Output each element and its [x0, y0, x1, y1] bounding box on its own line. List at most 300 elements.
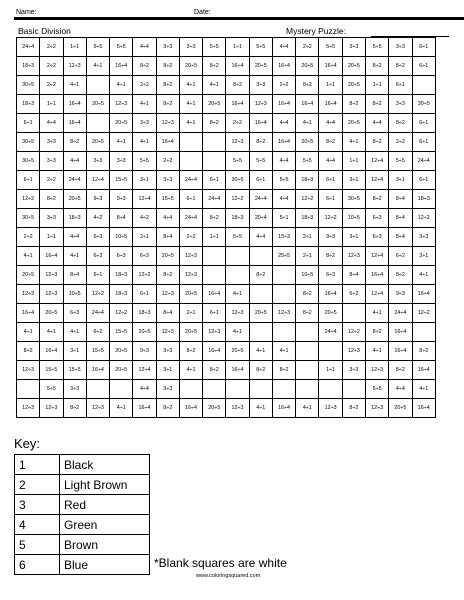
- grid-cell[interactable]: 5÷5: [389, 152, 412, 171]
- grid-cell[interactable]: 4÷1: [249, 399, 272, 418]
- grid-cell[interactable]: 8÷4: [389, 190, 412, 209]
- grid-cell[interactable]: 12÷3: [86, 399, 109, 418]
- grid-cell[interactable]: 4÷1: [272, 342, 295, 361]
- grid-cell[interactable]: 1÷1: [40, 228, 63, 247]
- grid-cell[interactable]: 8÷2: [133, 57, 156, 76]
- grid-cell[interactable]: 12÷3: [17, 361, 40, 380]
- grid-cell[interactable]: 16÷4: [40, 247, 63, 266]
- grid-cell[interactable]: 4÷1: [365, 342, 388, 361]
- grid-cell[interactable]: 20÷5: [179, 285, 202, 304]
- grid-cell[interactable]: 6÷3: [365, 228, 388, 247]
- grid-cell[interactable]: 8÷2: [249, 266, 272, 285]
- grid-cell[interactable]: 5÷5: [86, 38, 109, 57]
- grid-cell[interactable]: 20÷5: [249, 57, 272, 76]
- grid-cell[interactable]: 15÷5: [110, 323, 133, 342]
- grid-cell[interactable]: 4÷4: [156, 209, 179, 228]
- grid-cell[interactable]: 12÷3: [365, 399, 388, 418]
- grid-cell[interactable]: 1÷1: [319, 76, 342, 95]
- grid-cell[interactable]: 8÷2: [296, 76, 319, 95]
- grid-cell[interactable]: 12÷3: [342, 342, 365, 361]
- grid-cell[interactable]: 18÷3: [17, 95, 40, 114]
- grid-cell[interactable]: 16÷4: [179, 399, 202, 418]
- grid-cell[interactable]: 24÷4: [179, 209, 202, 228]
- grid-cell[interactable]: 8÷2: [319, 247, 342, 266]
- grid-cell[interactable]: 5÷5: [226, 228, 249, 247]
- grid-cell[interactable]: 5÷5: [249, 38, 272, 57]
- grid-cell[interactable]: 8÷2: [63, 133, 86, 152]
- grid-cell[interactable]: 12÷3: [40, 399, 63, 418]
- grid-cell[interactable]: 18÷3: [110, 285, 133, 304]
- grid-cell[interactable]: 20÷5: [40, 304, 63, 323]
- grid-cell[interactable]: 2÷2: [296, 38, 319, 57]
- grid-cell[interactable]: 3÷1: [389, 171, 412, 190]
- grid-cell[interactable]: 9÷3: [133, 342, 156, 361]
- grid-cell[interactable]: 8÷2: [63, 399, 86, 418]
- grid-cell[interactable]: 4÷1: [110, 76, 133, 95]
- grid-cell[interactable]: [272, 285, 295, 304]
- grid-cell[interactable]: 1÷1: [342, 152, 365, 171]
- grid-cell[interactable]: 3÷1: [156, 361, 179, 380]
- grid-cell[interactable]: [203, 247, 226, 266]
- grid-cell[interactable]: 3÷1: [412, 247, 435, 266]
- grid-cell[interactable]: 4÷1: [249, 342, 272, 361]
- grid-cell[interactable]: [296, 361, 319, 380]
- grid-cell[interactable]: 12÷3: [226, 399, 249, 418]
- grid-cell[interactable]: 3÷3: [342, 361, 365, 380]
- grid-cell[interactable]: 6÷1: [249, 171, 272, 190]
- grid-cell[interactable]: 16÷4: [40, 342, 63, 361]
- grid-cell[interactable]: 18÷3: [133, 304, 156, 323]
- grid-cell[interactable]: 3÷3: [86, 152, 109, 171]
- grid-cell[interactable]: 4÷1: [63, 247, 86, 266]
- grid-cell[interactable]: 9÷3: [86, 190, 109, 209]
- grid-cell[interactable]: 5÷5: [226, 152, 249, 171]
- grid-cell[interactable]: [249, 323, 272, 342]
- grid-cell[interactable]: 4÷4: [272, 114, 295, 133]
- grid-cell[interactable]: [226, 266, 249, 285]
- grid-cell[interactable]: 6÷1: [412, 38, 435, 57]
- grid-cell[interactable]: 8÷2: [365, 323, 388, 342]
- grid-cell[interactable]: 8÷4: [389, 209, 412, 228]
- grid-cell[interactable]: [296, 380, 319, 399]
- grid-cell[interactable]: 16÷4: [389, 323, 412, 342]
- grid-cell[interactable]: 8÷2: [156, 266, 179, 285]
- grid-cell[interactable]: 18÷3: [412, 190, 435, 209]
- grid-cell[interactable]: 8÷2: [296, 285, 319, 304]
- grid-cell[interactable]: 12÷2: [110, 304, 133, 323]
- grid-cell[interactable]: 16÷4: [63, 95, 86, 114]
- grid-cell[interactable]: 4÷1: [17, 323, 40, 342]
- grid-cell[interactable]: 20÷5: [179, 57, 202, 76]
- grid-cell[interactable]: 6÷3: [86, 228, 109, 247]
- grid-cell[interactable]: 20÷5: [203, 95, 226, 114]
- grid-cell[interactable]: 12÷3: [203, 323, 226, 342]
- grid-cell[interactable]: 2÷2: [40, 76, 63, 95]
- grid-cell[interactable]: 10÷5: [110, 228, 133, 247]
- grid-cell[interactable]: 8÷2: [179, 342, 202, 361]
- grid-cell[interactable]: 12÷4: [133, 361, 156, 380]
- grid-cell[interactable]: 12÷3: [40, 266, 63, 285]
- grid-cell[interactable]: 16÷4: [319, 95, 342, 114]
- grid-cell[interactable]: 12÷3: [226, 133, 249, 152]
- grid-cell[interactable]: 16÷4: [203, 285, 226, 304]
- grid-cell[interactable]: 12÷3: [272, 304, 295, 323]
- grid-cell[interactable]: 4÷4: [63, 152, 86, 171]
- grid-cell[interactable]: 16÷4: [272, 95, 295, 114]
- grid-cell[interactable]: 3÷1: [342, 171, 365, 190]
- grid-cell[interactable]: 5÷5: [249, 152, 272, 171]
- grid-cell[interactable]: [203, 266, 226, 285]
- grid-cell[interactable]: 6÷1: [203, 304, 226, 323]
- grid-cell[interactable]: 3÷3: [156, 38, 179, 57]
- grid-cell[interactable]: [272, 380, 295, 399]
- grid-cell[interactable]: 8÷2: [365, 95, 388, 114]
- grid-cell[interactable]: [86, 76, 109, 95]
- grid-cell[interactable]: 18÷3: [226, 209, 249, 228]
- grid-cell[interactable]: 30÷5: [17, 152, 40, 171]
- grid-cell[interactable]: 3÷3: [179, 38, 202, 57]
- grid-cell[interactable]: 3÷1: [342, 228, 365, 247]
- grid-cell[interactable]: [179, 152, 202, 171]
- grid-cell[interactable]: 16÷4: [365, 266, 388, 285]
- grid-cell[interactable]: 18÷3: [17, 57, 40, 76]
- grid-cell[interactable]: [249, 285, 272, 304]
- grid-cell[interactable]: 20÷5: [133, 323, 156, 342]
- grid-cell[interactable]: 6÷1: [133, 285, 156, 304]
- grid-cell[interactable]: 3÷1: [63, 342, 86, 361]
- grid-cell[interactable]: 6÷2: [389, 247, 412, 266]
- grid-cell[interactable]: 12÷2: [412, 304, 435, 323]
- grid-cell[interactable]: 6÷1: [203, 171, 226, 190]
- grid-cell[interactable]: 20÷5: [249, 304, 272, 323]
- grid-cell[interactable]: 18÷3: [296, 171, 319, 190]
- grid-cell[interactable]: 24÷4: [86, 304, 109, 323]
- grid-cell[interactable]: 12÷3: [226, 304, 249, 323]
- grid-cell[interactable]: 2÷2: [40, 38, 63, 57]
- grid-cell[interactable]: 24÷4: [63, 171, 86, 190]
- grid-cell[interactable]: 12÷3: [179, 247, 202, 266]
- grid-cell[interactable]: 16÷4: [272, 133, 295, 152]
- grid-cell[interactable]: 2÷2: [17, 228, 40, 247]
- grid-cell[interactable]: 18÷3: [296, 209, 319, 228]
- grid-cell[interactable]: 12÷4: [365, 247, 388, 266]
- grid-cell[interactable]: 4÷1: [203, 76, 226, 95]
- grid-cell[interactable]: 6÷3: [365, 209, 388, 228]
- grid-cell[interactable]: 3÷3: [133, 114, 156, 133]
- grid-cell[interactable]: 12÷3: [365, 361, 388, 380]
- grid-cell[interactable]: 5÷5: [40, 380, 63, 399]
- grid-cell[interactable]: 12÷3: [17, 285, 40, 304]
- grid-cell[interactable]: 8÷2: [296, 304, 319, 323]
- grid-cell[interactable]: 16÷4: [203, 342, 226, 361]
- grid-cell[interactable]: 8÷2: [319, 133, 342, 152]
- grid-cell[interactable]: [86, 380, 109, 399]
- grid-cell[interactable]: [179, 380, 202, 399]
- grid-cell[interactable]: 24÷4: [249, 190, 272, 209]
- grid-cell[interactable]: 30÷5: [412, 95, 435, 114]
- grid-cell[interactable]: 12÷2: [412, 209, 435, 228]
- grid-cell[interactable]: 8÷2: [249, 361, 272, 380]
- grid-cell[interactable]: 20÷5: [342, 76, 365, 95]
- grid-cell[interactable]: 8÷4: [342, 266, 365, 285]
- grid-cell[interactable]: 8÷2: [389, 57, 412, 76]
- grid-cell[interactable]: 1÷1: [365, 76, 388, 95]
- grid-cell[interactable]: 12÷3: [156, 114, 179, 133]
- grid-cell[interactable]: [203, 380, 226, 399]
- grid-cell[interactable]: 12÷3: [63, 57, 86, 76]
- grid-cell[interactable]: 8÷2: [365, 57, 388, 76]
- grid-cell[interactable]: 5÷5: [110, 38, 133, 57]
- grid-cell[interactable]: 1÷1: [63, 38, 86, 57]
- grid-cell[interactable]: 4÷1: [365, 304, 388, 323]
- grid-cell[interactable]: 6÷1: [412, 57, 435, 76]
- grid-cell[interactable]: 3÷3: [412, 228, 435, 247]
- grid-cell[interactable]: 16÷4: [17, 304, 40, 323]
- grid-cell[interactable]: 4÷1: [179, 114, 202, 133]
- grid-cell[interactable]: 2÷2: [133, 76, 156, 95]
- grid-cell[interactable]: 8÷2: [389, 266, 412, 285]
- grid-cell[interactable]: [203, 152, 226, 171]
- grid-cell[interactable]: 4÷1: [179, 76, 202, 95]
- grid-cell[interactable]: 4÷1: [63, 76, 86, 95]
- grid-cell[interactable]: 12÷2: [133, 266, 156, 285]
- grid-cell[interactable]: 3÷1: [133, 171, 156, 190]
- grid-cell[interactable]: 30÷5: [226, 171, 249, 190]
- grid-cell[interactable]: 16÷4: [319, 285, 342, 304]
- grid-cell[interactable]: 15÷5: [86, 342, 109, 361]
- grid-cell[interactable]: 8÷2: [156, 95, 179, 114]
- grid-cell[interactable]: 15÷3: [272, 228, 295, 247]
- grid-cell[interactable]: 1÷1: [40, 95, 63, 114]
- grid-cell[interactable]: 20÷5: [110, 361, 133, 380]
- grid-cell[interactable]: 4÷4: [272, 38, 295, 57]
- grid-cell[interactable]: 10÷5: [342, 209, 365, 228]
- grid-cell[interactable]: 4÷1: [296, 114, 319, 133]
- grid-cell[interactable]: 8÷2: [365, 133, 388, 152]
- grid-cell[interactable]: 10÷5: [63, 285, 86, 304]
- grid-cell[interactable]: 4÷1: [226, 285, 249, 304]
- grid-cell[interactable]: 6÷1: [389, 76, 412, 95]
- grid-cell[interactable]: [296, 342, 319, 361]
- grid-cell[interactable]: 2÷2: [226, 114, 249, 133]
- grid-cell[interactable]: 18÷3: [63, 209, 86, 228]
- grid-cell[interactable]: 8÷4: [156, 228, 179, 247]
- grid-cell[interactable]: 3÷3: [249, 76, 272, 95]
- grid-cell[interactable]: 16÷4: [226, 95, 249, 114]
- grid-cell[interactable]: 8÷4: [389, 228, 412, 247]
- grid-cell[interactable]: 20÷5: [156, 247, 179, 266]
- grid-cell[interactable]: 20÷5: [319, 304, 342, 323]
- grid-cell[interactable]: [342, 380, 365, 399]
- grid-cell[interactable]: 4÷4: [133, 380, 156, 399]
- grid-cell[interactable]: 4÷1: [342, 133, 365, 152]
- grid-cell[interactable]: 16÷4: [272, 57, 295, 76]
- grid-cell[interactable]: 4÷1: [133, 133, 156, 152]
- grid-cell[interactable]: 16÷4: [412, 361, 435, 380]
- grid-cell[interactable]: 6÷1: [319, 190, 342, 209]
- grid-cell[interactable]: 5÷5: [133, 152, 156, 171]
- grid-cell[interactable]: 16÷4: [389, 342, 412, 361]
- grid-cell[interactable]: 2÷2: [156, 152, 179, 171]
- grid-cell[interactable]: 12÷3: [179, 266, 202, 285]
- grid-cell[interactable]: 4÷1: [17, 247, 40, 266]
- grid-cell[interactable]: 16÷4: [86, 361, 109, 380]
- grid-cell[interactable]: 8÷2: [156, 76, 179, 95]
- grid-cell[interactable]: 30÷5: [342, 190, 365, 209]
- grid-cell[interactable]: 2÷2: [40, 57, 63, 76]
- grid-cell[interactable]: 18÷3: [110, 266, 133, 285]
- grid-cell[interactable]: 6÷3: [86, 247, 109, 266]
- grid-cell[interactable]: 4÷4: [249, 228, 272, 247]
- grid-cell[interactable]: 16÷4: [63, 114, 86, 133]
- grid-cell[interactable]: 25÷5: [272, 247, 295, 266]
- grid-cell[interactable]: 20÷5: [179, 323, 202, 342]
- grid-cell[interactable]: 12÷3: [342, 247, 365, 266]
- grid-cell[interactable]: 8÷2: [389, 114, 412, 133]
- grid-cell[interactable]: 3÷3: [389, 95, 412, 114]
- grid-cell[interactable]: 8÷2: [203, 209, 226, 228]
- grid-cell[interactable]: 5÷5: [365, 380, 388, 399]
- grid-cell[interactable]: 4÷1: [226, 323, 249, 342]
- grid-cell[interactable]: 20÷5: [203, 399, 226, 418]
- grid-cell[interactable]: 4÷1: [412, 266, 435, 285]
- grid-cell[interactable]: 8÷2: [365, 190, 388, 209]
- grid-cell[interactable]: [179, 133, 202, 152]
- grid-cell[interactable]: 4÷4: [272, 152, 295, 171]
- grid-cell[interactable]: 4÷1: [412, 380, 435, 399]
- grid-cell[interactable]: 4÷1: [110, 399, 133, 418]
- grid-cell[interactable]: [249, 247, 272, 266]
- grid-cell[interactable]: 6÷1: [412, 171, 435, 190]
- grid-cell[interactable]: 6÷1: [412, 114, 435, 133]
- grid-cell[interactable]: 24÷4: [412, 152, 435, 171]
- grid-cell[interactable]: 4÷4: [133, 38, 156, 57]
- grid-cell[interactable]: 15÷5: [63, 361, 86, 380]
- grid-cell[interactable]: [226, 247, 249, 266]
- grid-cell[interactable]: 20÷5: [342, 57, 365, 76]
- grid-cell[interactable]: 12÷2: [342, 323, 365, 342]
- grid-cell[interactable]: 20÷5: [296, 133, 319, 152]
- grid-cell[interactable]: 8÷2: [17, 342, 40, 361]
- grid-cell[interactable]: 2÷2: [389, 133, 412, 152]
- grid-cell[interactable]: [110, 380, 133, 399]
- grid-cell[interactable]: 5÷5: [365, 38, 388, 57]
- grid-cell[interactable]: 4÷1: [133, 95, 156, 114]
- grid-cell[interactable]: 15÷5: [40, 361, 63, 380]
- grid-cell[interactable]: 12÷2: [86, 285, 109, 304]
- grid-cell[interactable]: 30÷5: [17, 76, 40, 95]
- grid-cell[interactable]: 9÷3: [110, 190, 133, 209]
- grid-cell[interactable]: [412, 76, 435, 95]
- grid-cell[interactable]: 2÷1: [296, 228, 319, 247]
- grid-cell[interactable]: [86, 114, 109, 133]
- grid-cell[interactable]: 4÷1: [40, 323, 63, 342]
- grid-cell[interactable]: 12÷3: [17, 399, 40, 418]
- grid-cell[interactable]: 16÷4: [133, 399, 156, 418]
- grid-cell[interactable]: 2÷2: [272, 76, 295, 95]
- grid-cell[interactable]: 3÷3: [63, 380, 86, 399]
- grid-cell[interactable]: 6÷2: [86, 323, 109, 342]
- grid-cell[interactable]: 20÷5: [17, 266, 40, 285]
- grid-cell[interactable]: 20÷5: [110, 114, 133, 133]
- grid-cell[interactable]: 16÷4: [156, 133, 179, 152]
- grid-cell[interactable]: 6÷3: [63, 304, 86, 323]
- grid-cell[interactable]: 20÷5: [110, 342, 133, 361]
- grid-cell[interactable]: 20÷4: [249, 209, 272, 228]
- grid-cell[interactable]: 4÷1: [179, 361, 202, 380]
- grid-cell[interactable]: 20÷5: [86, 133, 109, 152]
- grid-cell[interactable]: 5÷5: [296, 152, 319, 171]
- grid-cell[interactable]: 15÷5: [156, 190, 179, 209]
- grid-cell[interactable]: 12÷3: [319, 399, 342, 418]
- grid-cell[interactable]: 3÷3: [110, 152, 133, 171]
- grid-cell[interactable]: 4÷4: [389, 380, 412, 399]
- grid-cell[interactable]: 9÷3: [389, 285, 412, 304]
- grid-cell[interactable]: 16÷4: [249, 114, 272, 133]
- grid-cell[interactable]: [272, 323, 295, 342]
- grid-cell[interactable]: 16÷4: [272, 399, 295, 418]
- grid-cell[interactable]: 4÷4: [272, 190, 295, 209]
- grid-cell[interactable]: 30÷5: [17, 133, 40, 152]
- grid-cell[interactable]: 8÷2: [342, 95, 365, 114]
- grid-cell[interactable]: 8÷2: [203, 114, 226, 133]
- grid-cell[interactable]: 4÷1: [179, 95, 202, 114]
- grid-cell[interactable]: 3÷3: [156, 342, 179, 361]
- grid-cell[interactable]: 1÷1: [203, 228, 226, 247]
- grid-cell[interactable]: 2÷2: [40, 171, 63, 190]
- grid-cell[interactable]: [412, 323, 435, 342]
- grid-cell[interactable]: [226, 380, 249, 399]
- grid-cell[interactable]: 24÷4: [389, 304, 412, 323]
- grid-cell[interactable]: 1÷1: [226, 38, 249, 57]
- grid-cell[interactable]: [249, 380, 272, 399]
- grid-cell[interactable]: 12÷3: [249, 95, 272, 114]
- grid-cell[interactable]: 12÷3: [156, 285, 179, 304]
- grid-cell[interactable]: 3÷3: [156, 171, 179, 190]
- grid-cell[interactable]: 8÷4: [63, 266, 86, 285]
- grid-cell[interactable]: 20÷5: [226, 342, 249, 361]
- grid-cell[interactable]: 12÷4: [365, 285, 388, 304]
- grid-cell[interactable]: 12÷4: [365, 152, 388, 171]
- grid-cell[interactable]: 8÷2: [226, 76, 249, 95]
- grid-cell[interactable]: 20÷5: [296, 57, 319, 76]
- grid-cell[interactable]: 4÷1: [110, 133, 133, 152]
- grid-cell[interactable]: 30÷5: [17, 209, 40, 228]
- grid-cell[interactable]: 4÷4: [40, 114, 63, 133]
- grid-cell[interactable]: 3÷3: [40, 152, 63, 171]
- grid-cell[interactable]: 12÷4: [365, 171, 388, 190]
- grid-cell[interactable]: 20÷5: [86, 95, 109, 114]
- grid-cell[interactable]: 8÷2: [156, 399, 179, 418]
- grid-cell[interactable]: 16÷4: [319, 57, 342, 76]
- grid-cell[interactable]: 6÷3: [319, 266, 342, 285]
- grid-cell[interactable]: [319, 380, 342, 399]
- grid-cell[interactable]: 6÷3: [133, 247, 156, 266]
- grid-cell[interactable]: 2÷1: [133, 228, 156, 247]
- grid-cell[interactable]: 6÷1: [86, 266, 109, 285]
- grid-cell[interactable]: 4÷1: [63, 323, 86, 342]
- grid-cell[interactable]: 16÷4: [226, 57, 249, 76]
- grid-cell[interactable]: 6÷1: [17, 171, 40, 190]
- grid-cell[interactable]: 4÷4: [319, 114, 342, 133]
- grid-cell[interactable]: [272, 266, 295, 285]
- grid-cell[interactable]: 8÷2: [272, 361, 295, 380]
- grid-cell[interactable]: 2÷1: [179, 304, 202, 323]
- grid-cell[interactable]: 24÷4: [17, 38, 40, 57]
- grid-cell[interactable]: 3÷3: [342, 38, 365, 57]
- grid-cell[interactable]: 2÷1: [296, 247, 319, 266]
- grid-cell[interactable]: 5÷5: [319, 38, 342, 57]
